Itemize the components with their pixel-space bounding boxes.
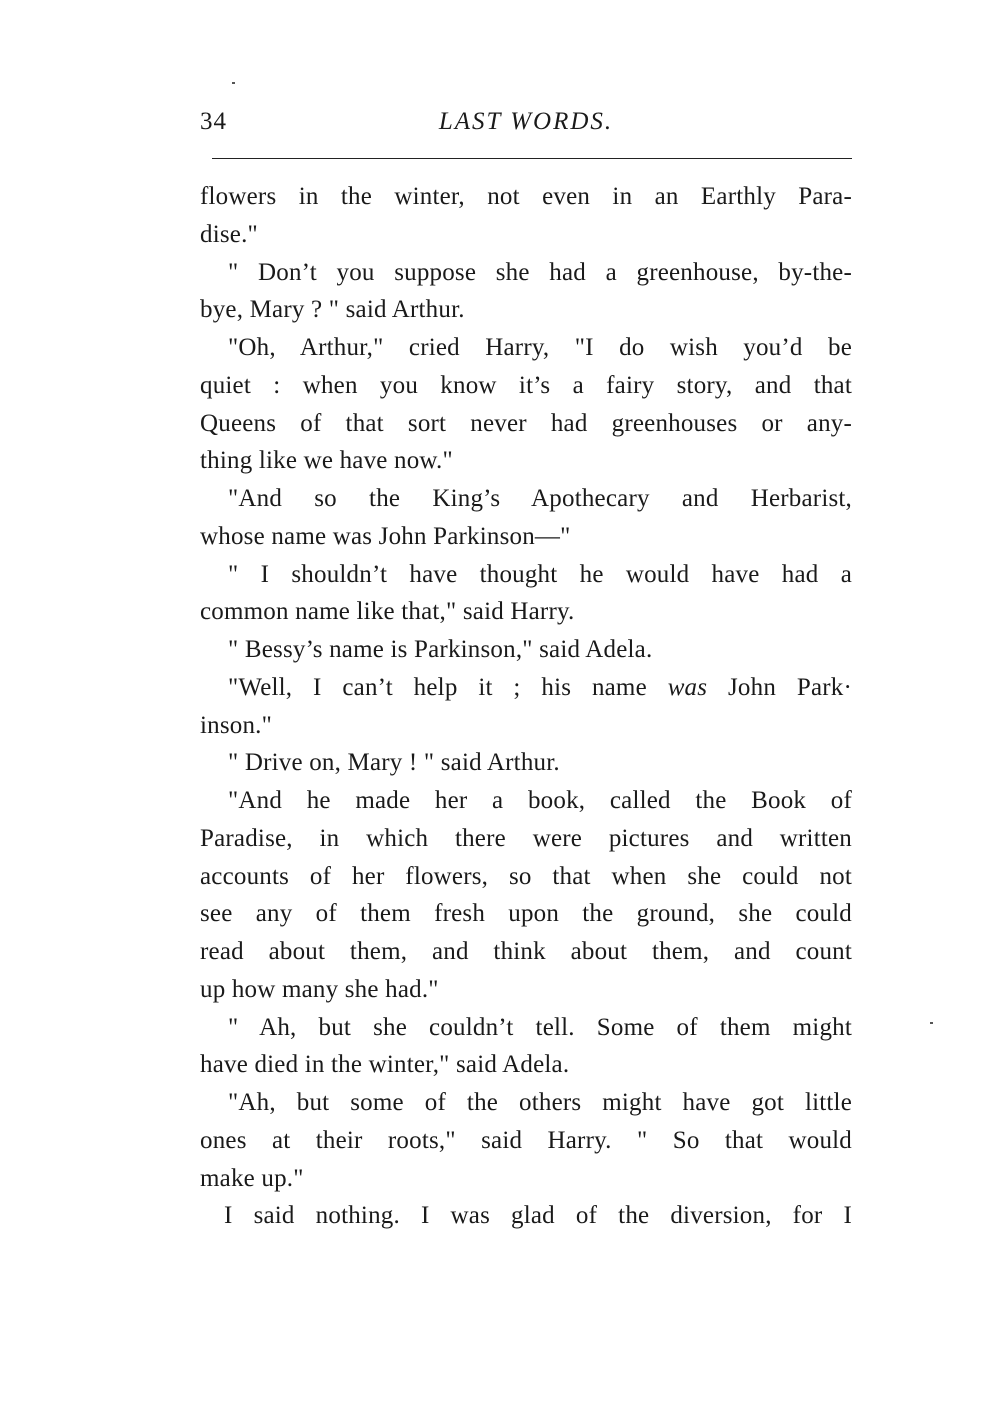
text-line: accounts of her flowers, so that when she could not: [200, 862, 852, 890]
text-line: Queens of that sort never had greenhouses or any-: [200, 409, 852, 437]
text-line: " Ah, but she couldn’t tell. Some of them might: [228, 1013, 852, 1041]
page-number: 34: [200, 108, 227, 135]
text-line: ones at their roots," said Harry. " So that would: [200, 1126, 852, 1154]
text-line: have died in the winter," said Adela.: [200, 1051, 570, 1079]
text-line: "Well, I can’t help it ; his name was John Park·: [228, 673, 852, 701]
text-line: " Drive on, Mary ! " said Arthur.: [228, 749, 560, 777]
print-speck: [232, 82, 235, 84]
text-line: thing like we have now.": [200, 447, 453, 475]
text-line: " Don’t you suppose she had a greenhouse, by-the-: [228, 258, 852, 286]
text-line: dise.": [200, 220, 258, 248]
emphasis-word: was: [667, 673, 708, 701]
text-line: "Oh, Arthur," cried Harry, "I do wish you’d be: [228, 334, 852, 361]
text-line: see any of them fresh upon the ground, she could: [200, 900, 852, 928]
text-line: inson.": [200, 711, 273, 739]
text-line: I said nothing. I was glad of the diversion, for I: [224, 1202, 852, 1230]
text-line: "And so the King’s Apothecary and Herbarist,: [228, 485, 852, 512]
print-speck: [930, 1022, 933, 1024]
text-line: flowers in the winter, not even in an Earthly Para-: [200, 183, 852, 210]
text-line: make up.": [200, 1164, 304, 1192]
text-line: " Bessy’s name is Parkinson," said Adela.: [228, 636, 653, 663]
running-title: LAST WORDS.: [438, 108, 614, 135]
text-line: common name like that," said Harry.: [200, 598, 575, 626]
text-line: Paradise, in which there were pictures and written: [200, 824, 852, 852]
text-line: "And he made her a book, called the Book of: [228, 787, 852, 814]
text-line: " I shouldn’t have thought he would have had a: [228, 560, 852, 588]
text-line: bye, Mary ? " said Arthur.: [200, 296, 465, 324]
text-line: whose name was John Parkinson—": [200, 522, 571, 550]
text-line: "Ah, but some of the others might have got little: [228, 1089, 852, 1116]
text-line: quiet : when you know it’s a fairy story, and that: [200, 371, 852, 399]
text-line: read about them, and think about them, and count: [200, 938, 852, 965]
body-text: [200, 178, 852, 1235]
page-header: [200, 108, 852, 142]
text-line: up how many she had.": [200, 975, 439, 1003]
header-rule: [212, 158, 852, 159]
